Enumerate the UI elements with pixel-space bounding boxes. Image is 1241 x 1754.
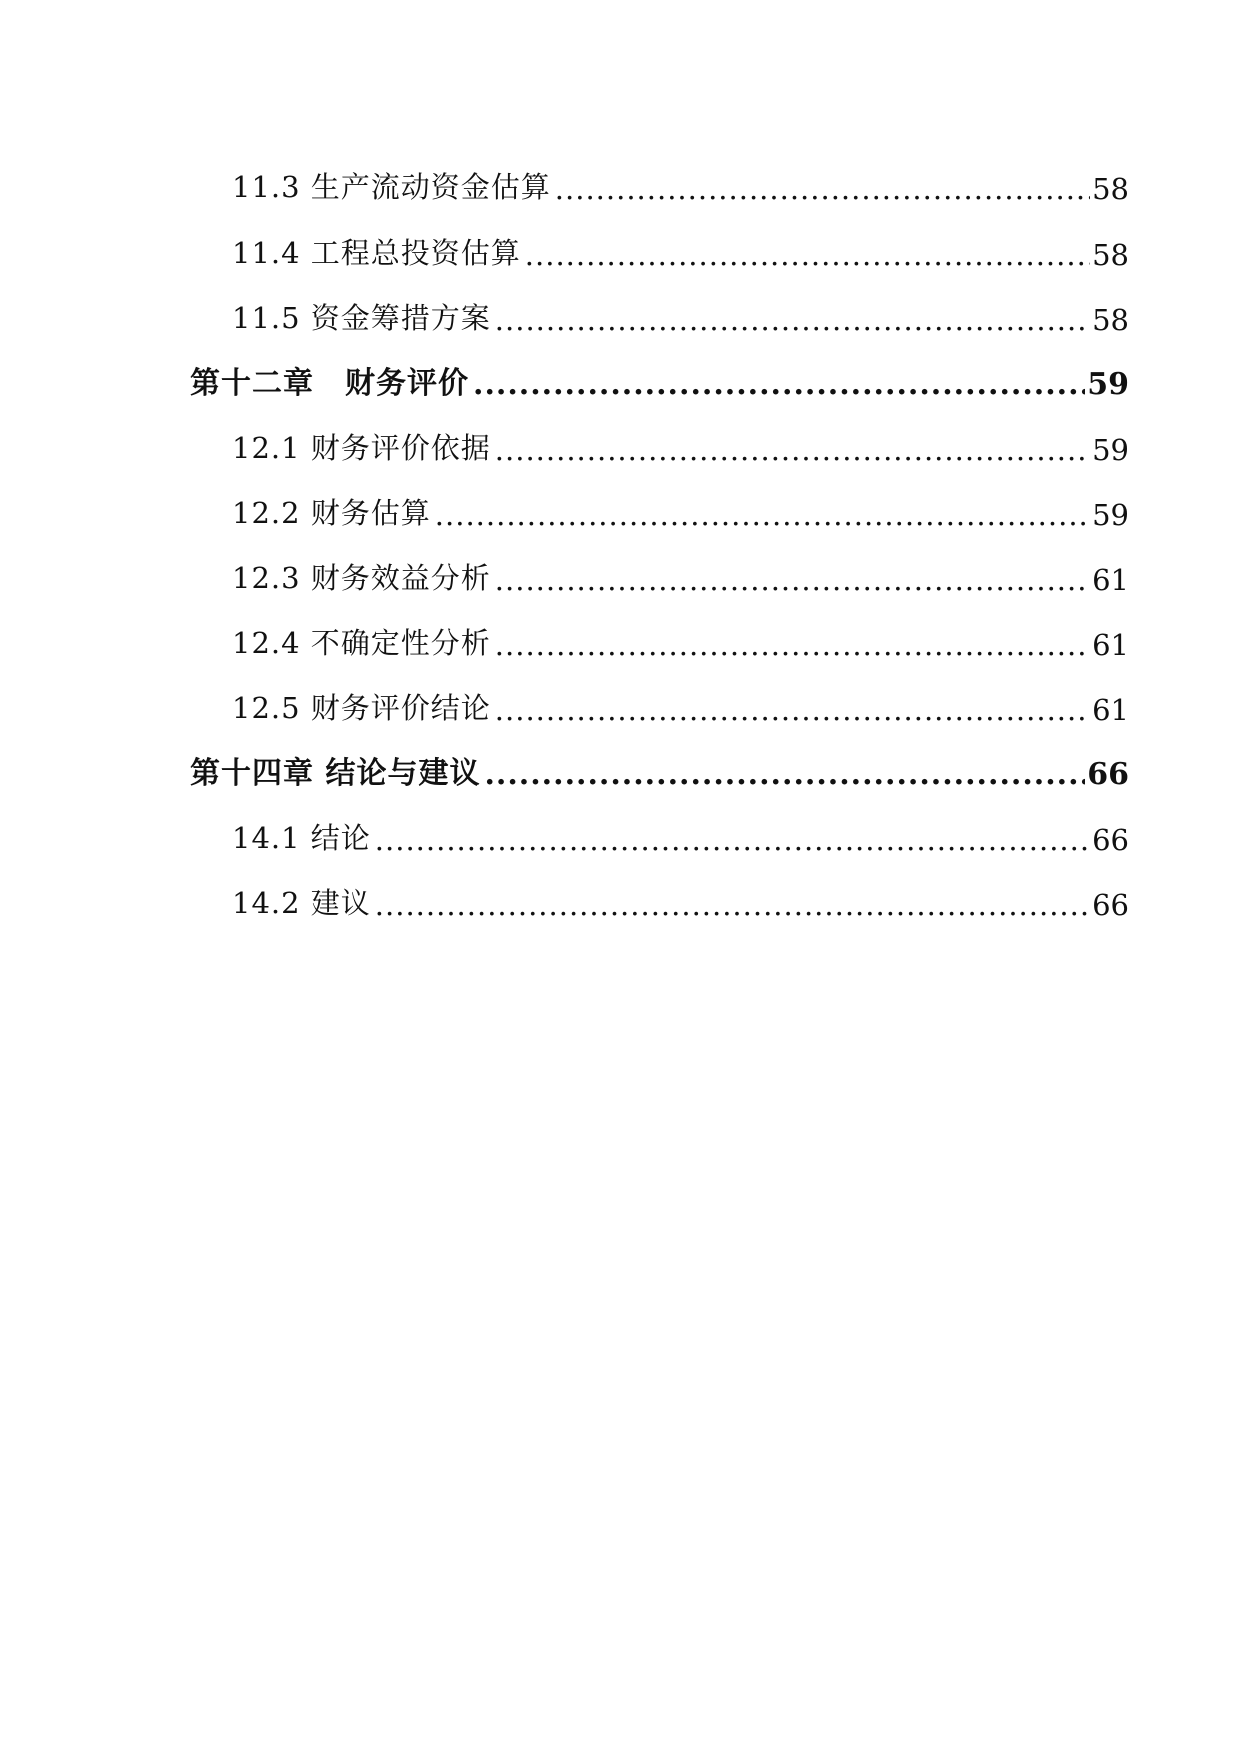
toc-entry-14-2[interactable] [232, 878, 1129, 922]
toc-entry-page: 58 [1092, 172, 1129, 206]
toc-entry-page: 61 [1092, 628, 1129, 662]
toc-entry-title: 12.2 财务估算 [232, 496, 431, 530]
toc-entry-title: 12.1 财务评价依据 [232, 431, 491, 465]
dot-leader [495, 628, 1090, 662]
toc-entry-12-3[interactable] [232, 553, 1129, 597]
toc-entry-title: 14.1 结论 [232, 821, 371, 855]
toc-entry-page: 61 [1092, 563, 1129, 597]
toc-entry-11-3[interactable] [232, 162, 1129, 206]
toc-chapter-page: 59 [1087, 367, 1129, 402]
toc-entry-11-5[interactable] [232, 293, 1129, 337]
toc-chapter-title: 第十四章 结论与建议 [190, 756, 481, 791]
dot-leader [525, 238, 1090, 272]
toc-entry-14-1[interactable] [232, 813, 1129, 857]
dot-leader [495, 693, 1090, 727]
toc-entry-title: 14.2 建议 [232, 886, 371, 920]
toc-entry-page: 66 [1092, 823, 1129, 857]
toc-entry-title: 12.5 财务评价结论 [232, 691, 491, 725]
dot-leader [495, 433, 1090, 467]
dot-leader [555, 172, 1090, 206]
toc-entry-page: 58 [1092, 238, 1129, 272]
dot-leader [495, 563, 1090, 597]
toc-entry-12-1[interactable] [232, 423, 1129, 467]
toc-entry-page: 66 [1092, 888, 1129, 922]
toc-entry-page: 58 [1092, 303, 1129, 337]
toc-entry-11-4[interactable] [232, 228, 1129, 272]
dot-leader [435, 498, 1090, 532]
toc-chapter-title: 第十二章 财务评价 [190, 366, 469, 401]
dot-leader [473, 367, 1085, 402]
dot-leader [375, 823, 1090, 857]
toc-entry-title: 11.3 生产流动资金估算 [232, 170, 551, 204]
toc-entry-12-4[interactable] [232, 618, 1129, 662]
toc-entry-12-2[interactable] [232, 488, 1129, 532]
toc-entry-page: 61 [1092, 693, 1129, 727]
dot-leader [484, 757, 1085, 792]
toc-chapter-12[interactable] [190, 358, 1129, 402]
toc-entry-title: 11.4 工程总投资估算 [232, 236, 521, 270]
dot-leader [375, 888, 1090, 922]
toc-entry-title: 12.3 财务效益分析 [232, 561, 491, 595]
toc-chapter-14[interactable] [190, 748, 1129, 792]
toc-entry-12-5[interactable] [232, 683, 1129, 727]
toc-entry-page: 59 [1092, 433, 1129, 467]
dot-leader [495, 303, 1090, 337]
toc-entry-page: 59 [1092, 498, 1129, 532]
toc-entry-title: 12.4 不确定性分析 [232, 626, 491, 660]
toc-chapter-page: 66 [1087, 757, 1129, 792]
toc-entry-title: 11.5 资金筹措方案 [232, 301, 491, 335]
